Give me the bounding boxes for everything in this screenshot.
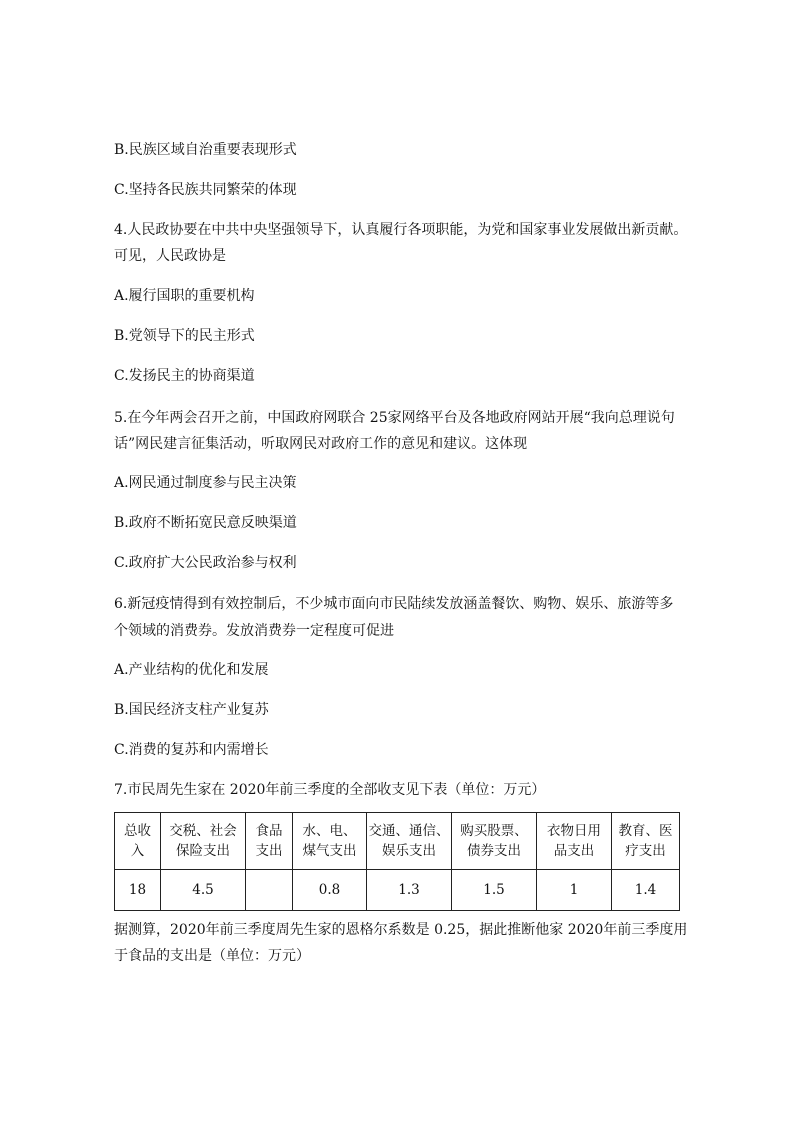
cell-food [246, 870, 293, 911]
option-4b: B.党领导下的民主形式 [114, 328, 255, 344]
question-5-line-1: 5.在今年两会召开之前，中国政府网联合 25家网络平台及各地政府网站开展“我向总理说句 [114, 410, 675, 426]
header-utilities: 水、电、 煤气支出 [293, 813, 367, 870]
question-7-line-3: 于食品的支出是（单位：万元） [114, 948, 310, 964]
option-5a: A.网民通过制度参与民主决策 [114, 475, 297, 491]
header-education-medical: 教育、医 疗支出 [612, 813, 680, 870]
header-total-income: 总收 入 [115, 813, 161, 870]
header-tax-insurance: 交税、社会 保险支出 [161, 813, 246, 870]
cell-total-income: 18 [115, 870, 161, 911]
table-header-row [115, 813, 680, 870]
option-6b: B.国民经济支柱产业复苏 [114, 702, 269, 718]
question-5-line-2: 话”网民建言征集活动，听取网民对政府工作的意见和建议。这体现 [114, 436, 528, 452]
option-3b: B.民族区域自治重要表现形式 [114, 142, 297, 158]
header-stocks-bonds: 购买股票、 债券支出 [452, 813, 537, 870]
option-4c: C.发扬民主的协商渠道 [114, 368, 255, 384]
cell-stocks-bonds: 1.5 [452, 870, 537, 911]
question-7-line-2: 据测算，2020年前三季度周先生家的恩格尔系数是 0.25，据此推断他家 2020年前三季度用 [114, 922, 688, 938]
question-6-line-1: 6.新冠疫情得到有效控制后，不少城市面向市民陆续发放涵盖餐饮、购物、娱乐、旅游等多 [114, 596, 674, 612]
header-transport-entertainment: 交通、通信、 娱乐支出 [367, 813, 452, 870]
cell-transport-entertainment: 1.3 [367, 870, 452, 911]
option-4a: A.履行国职的重要机构 [114, 288, 255, 304]
option-6c: C.消费的复苏和内需增长 [114, 742, 269, 758]
header-food: 食品 支出 [246, 813, 293, 870]
header-clothing-daily: 衣物日用 品支出 [537, 813, 612, 870]
option-5c: C.政府扩大公民政治参与权利 [114, 555, 297, 571]
question-4-line-2: 可见，人民政协是 [114, 248, 226, 264]
table-row [115, 870, 680, 911]
cell-tax-insurance: 4.5 [161, 870, 246, 911]
option-6a: A.产业结构的优化和发展 [114, 662, 269, 678]
question-7-intro: 7.市民周先生家在 2020年前三季度的全部收支见下表（单位：万元） [114, 782, 546, 798]
cell-education-medical: 1.4 [612, 870, 680, 911]
question-6-line-2: 个领域的消费券。发放消费券一定程度可促进 [114, 623, 394, 639]
question-4-line-1: 4.人民政协要在中共中央坚强领导下，认真履行各项职能，为党和国家事业发展做出新贡献。 [114, 222, 688, 238]
income-expense-table [114, 812, 680, 911]
option-5b: B.政府不断拓宽民意反映渠道 [114, 515, 297, 531]
cell-clothing-daily: 1 [537, 870, 612, 911]
cell-utilities: 0.8 [293, 870, 367, 911]
option-3c: C.坚持各民族共同繁荣的体现 [114, 182, 297, 198]
